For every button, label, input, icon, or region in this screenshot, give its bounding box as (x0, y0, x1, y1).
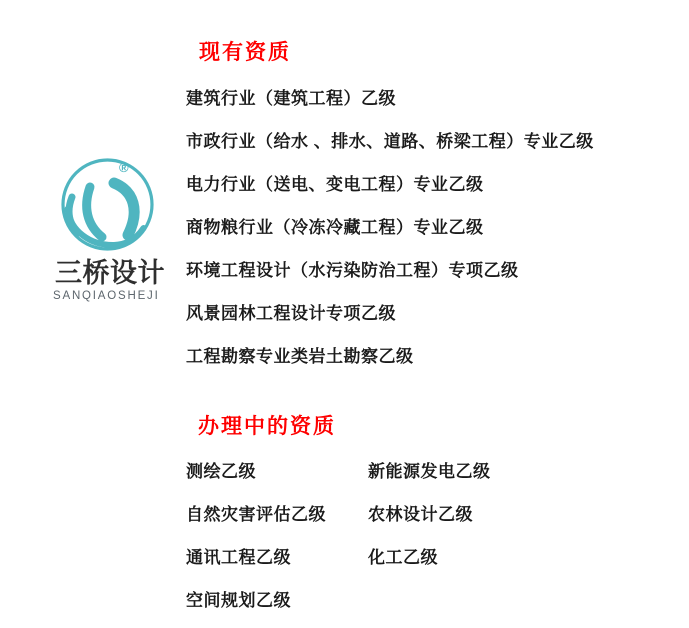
qualification-item: 环境工程设计（水污染防治工程）专项乙级 (186, 261, 519, 280)
section-title-current-qualifications: 现有资质 (199, 40, 291, 64)
qualification-item: 化工乙级 (368, 548, 438, 567)
qualification-item: 测绘乙级 (186, 462, 256, 481)
qualification-item: 工程勘察专业类岩土勘察乙级 (186, 347, 414, 366)
qualification-item: 空间规划乙级 (186, 591, 291, 610)
registered-trademark-icon: ® (119, 160, 129, 175)
qualification-item: 建筑行业（建筑工程）乙级 (186, 89, 396, 108)
pending-right-column (368, 448, 491, 620)
qualification-item: 风景园林工程设计专项乙级 (186, 304, 396, 323)
current-qualifications-list (186, 75, 594, 376)
company-name-en: SANQIAOSHEJI (53, 290, 160, 302)
section-title-pending-qualifications: 办理中的资质 (198, 414, 336, 438)
pending-left-column (186, 448, 368, 620)
pending-qualifications-grid (186, 448, 491, 620)
qualification-item: 通讯工程乙级 (186, 548, 291, 567)
qualification-item: 电力行业（送电、变电工程）专业乙级 (186, 175, 484, 194)
qualification-item: 商物粮行业（冷冻冷藏工程）专业乙级 (186, 218, 484, 237)
qualification-item: 新能源发电乙级 (368, 462, 491, 481)
wave-logo-icon (60, 157, 155, 252)
qualification-item: 市政行业（给水 、排水、道路、桥梁工程）专业乙级 (186, 132, 594, 151)
company-name-cn: 三桥设计 (55, 258, 165, 288)
qualification-item: 农林设计乙级 (368, 505, 473, 524)
qualification-item: 自然灾害评估乙级 (186, 505, 326, 524)
